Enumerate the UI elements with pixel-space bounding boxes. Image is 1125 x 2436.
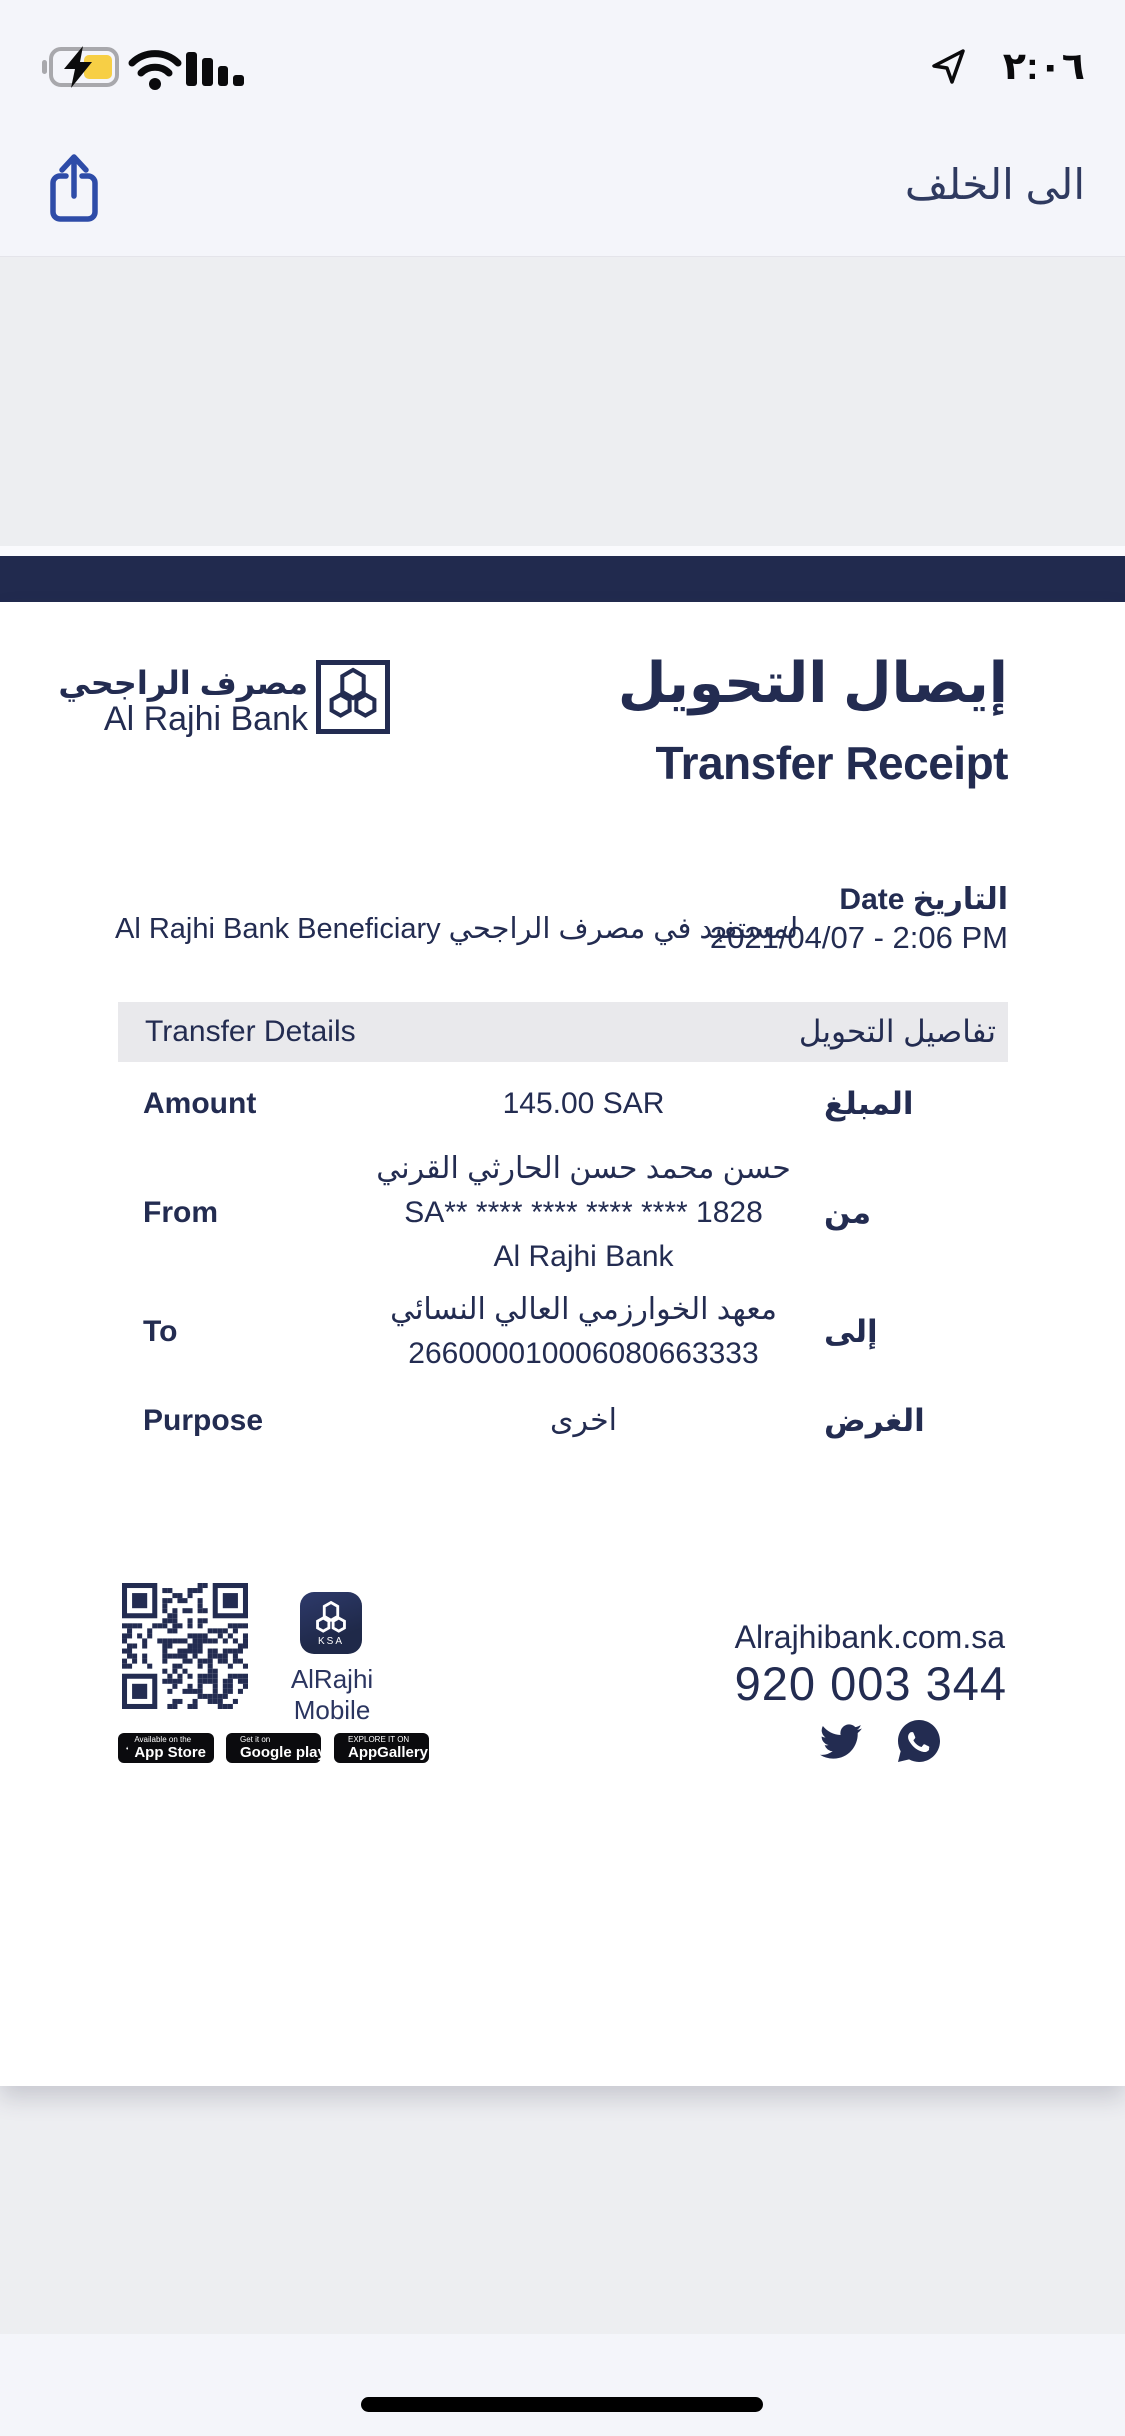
- beneficiary-line: لمستفيد في مصرف الراجحي Al Rajhi Bank Beneficiary: [115, 913, 799, 945]
- from-label-en: From: [143, 1196, 218, 1229]
- badge-top-text: EXPLORE IT ON: [348, 1735, 410, 1744]
- amount-value: 145.00 SAR: [502, 1087, 665, 1120]
- battery-charging-icon: [42, 46, 122, 88]
- row-from: [118, 1143, 1008, 1283]
- bank-website[interactable]: Alrajhibank.com.sa: [734, 1619, 1005, 1655]
- date-value: 2021/04/07 - 2:06 PM: [709, 920, 1008, 955]
- receipt-title-english: Transfer Receipt: [655, 737, 1008, 789]
- bank-logo-emblem: [316, 660, 390, 734]
- palm-emblem-icon: [326, 665, 380, 720]
- from-account-masked: SA** **** **** **** **** 1828: [404, 1196, 763, 1229]
- bank-name-arabic: مصرف الراجحي: [58, 665, 308, 701]
- status-time: ٢:٠٦: [1002, 46, 1085, 88]
- transfer-details-header: [118, 1002, 1008, 1062]
- details-header-english: Transfer Details: [145, 1015, 356, 1048]
- google-play-badge[interactable]: [226, 1733, 326, 1763]
- share-icon[interactable]: [48, 152, 102, 226]
- row-to: [118, 1285, 1008, 1379]
- alrajhi-mobile-app-icon: [300, 1592, 362, 1654]
- badge-bottom-text: AppGallery: [348, 1744, 429, 1761]
- to-label-ar: إلى: [824, 1314, 878, 1349]
- badge-bottom-text: App Store: [134, 1744, 206, 1761]
- location-arrow-icon: [931, 48, 967, 86]
- cellular-signal-icon: [186, 52, 244, 86]
- row-purpose: [118, 1398, 1008, 1444]
- to-account-number: 266000010006080663333: [408, 1337, 759, 1370]
- purpose-label-ar: الغرض: [824, 1403, 925, 1438]
- from-label-ar: من: [824, 1195, 872, 1230]
- details-header-arabic: تفاصيل التحويل: [798, 1014, 996, 1049]
- purpose-label-en: Purpose: [143, 1404, 264, 1437]
- top-system-bar: [0, 0, 1125, 257]
- to-beneficiary-name: معهد الخوارزمي العالي النسائي: [390, 1293, 777, 1326]
- app-name-label: AlRajhi Mobile: [290, 1664, 374, 1725]
- wifi-icon: [128, 50, 182, 90]
- amount-label-en: Amount: [143, 1087, 257, 1120]
- apple-icon: [126, 1739, 128, 1757]
- receipt-header-band: [0, 556, 1125, 602]
- bank-phone-number: 920 003 344: [734, 1657, 1007, 1710]
- badge-bottom-text: Google play: [240, 1744, 326, 1761]
- app-store-badge[interactable]: [118, 1733, 214, 1763]
- badge-top-text: Available on the: [134, 1735, 192, 1744]
- qr-code: [122, 1583, 248, 1709]
- twitter-icon[interactable]: [820, 1724, 862, 1759]
- bottom-toolbar: [0, 2334, 1125, 2436]
- amount-label-ar: المبلغ: [824, 1086, 914, 1121]
- appgallery-badge[interactable]: [334, 1733, 429, 1763]
- date-label: التاريخ Date: [839, 883, 1008, 916]
- badge-top-text: Get it on: [240, 1735, 271, 1744]
- bank-name-english: Al Rajhi Bank: [103, 700, 308, 738]
- row-amount: [118, 1081, 1008, 1127]
- back-button[interactable]: الى الخلف: [904, 161, 1085, 208]
- from-sender-name: حسن محمد حسن الحارثي القرني: [376, 1152, 791, 1185]
- from-bank-name: Al Rajhi Bank: [493, 1240, 674, 1273]
- app-icon-ksa-text: KSA: [317, 1635, 344, 1647]
- purpose-value: اخرى: [550, 1404, 617, 1437]
- whatsapp-icon[interactable]: [898, 1720, 940, 1762]
- to-label-en: To: [143, 1315, 178, 1348]
- home-indicator[interactable]: [361, 2397, 763, 2412]
- page-top-edge: [0, 546, 1125, 556]
- receipt-title-arabic: إيصال التحويل: [617, 651, 1008, 714]
- palm-emblem-icon-white: [314, 1600, 348, 1634]
